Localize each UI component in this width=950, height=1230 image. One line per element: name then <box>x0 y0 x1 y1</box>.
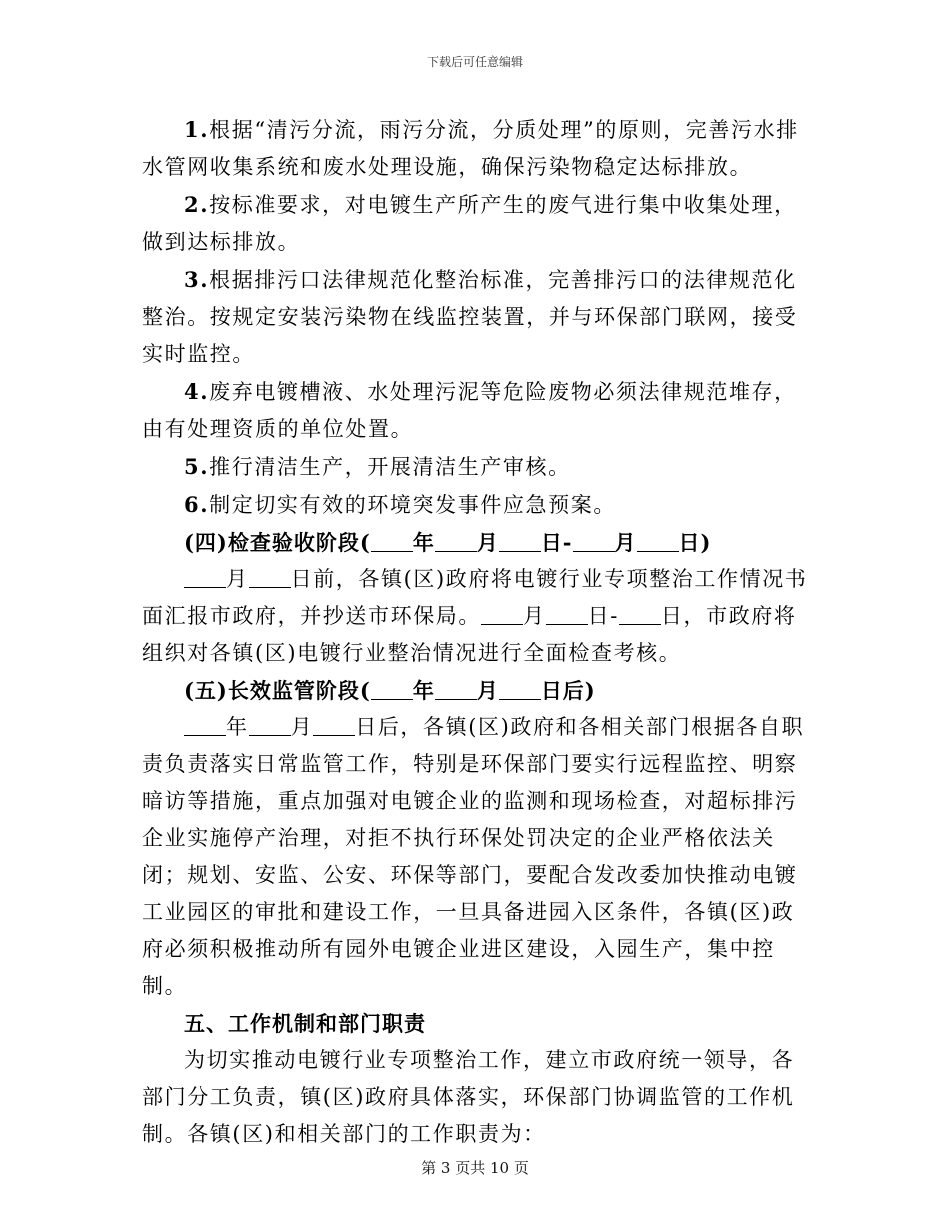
blank-field <box>435 531 477 552</box>
section-4-paragraph <box>142 561 808 672</box>
paragraph-text: 日，市政府将组织对各镇(区)电镀行业整治情况进行全面检查考核。 <box>142 604 797 665</box>
blank-field <box>481 604 523 625</box>
paragraph-text: 日前，各镇(区)政府将电镀行业专项整治工作情况书面汇报市政府，并抄送市环保局。 <box>142 567 808 628</box>
blank-field <box>371 531 413 552</box>
blank-field <box>371 679 413 700</box>
item-text: 按标准要求，对电镀生产所产生的废气进行集中收集处理，做到达标排放。 <box>142 193 797 254</box>
blank-field <box>435 679 477 700</box>
heading-text: 月 <box>476 530 499 555</box>
heading-text: 月 <box>476 678 499 703</box>
heading-text: 日- <box>540 530 573 555</box>
item-number: 6. <box>184 492 210 517</box>
item-number: 5. <box>184 454 210 479</box>
blank-field <box>313 715 355 736</box>
blank-field <box>619 604 661 625</box>
item-number: 1. <box>184 117 210 142</box>
blank-field <box>637 531 679 552</box>
paragraph-text: 月 <box>523 604 546 628</box>
list-item-2 <box>142 186 808 261</box>
blank-field <box>546 604 588 625</box>
section-4-heading <box>142 524 808 561</box>
page-footer: 第 3 页共 10 页 <box>421 1159 529 1177</box>
page-header: 下载后可任意编辑 <box>426 55 523 69</box>
list-item-4 <box>142 373 808 448</box>
blank-field <box>499 531 541 552</box>
list-item-3 <box>142 261 808 373</box>
item-text: 根据排污口法律规范化整治标准，完善排污口的法律规范化整治。按规定安装污染物在线监控装置，并与环保部门联网，接受实时监控。 <box>142 268 798 366</box>
chapter-5-paragraph: 为切实推动电镀行业专项整治工作，建立市政府统一领导，各部门分工负责，镇(区)政府具体落实，环保部门协调监管的工作机制。各镇(区)和相关部门的工作职责为： <box>142 1048 795 1146</box>
chapter-5-heading: 五、工作机制和部门职责 <box>184 1011 426 1036</box>
heading-text: 日) <box>678 530 712 555</box>
section-5-paragraph <box>142 709 808 1005</box>
paragraph-text: 月 <box>226 567 249 591</box>
paragraph-text: 日后，各镇(区)政府和各相关部门根据各自职责负责落实日常监管工作，特别是环保部门要实行远程监控、明察暗访等措施，重点加强对电镀企业的监测和现场检查，对超标排污企业实施停产治理，对拒不执行环保处罚决定的企业严格依法关闭；规划、安监、公安、环保等部门，要配合发改委加快推动电镀工业园区的审批和建设工作，一旦具备进园入区条件，各镇(区)政府必须积极推动所有园外电镀企业进区建设，入园生产，集中控制。 <box>142 715 805 998</box>
blank-field <box>499 679 541 700</box>
blank-field <box>249 715 291 736</box>
paragraph-text: 年 <box>226 715 249 739</box>
paragraph-text: 月 <box>290 715 314 739</box>
list-item-1 <box>142 111 808 186</box>
item-number: 2. <box>184 192 210 217</box>
blank-field <box>249 567 291 588</box>
heading-text: (五)长效监管阶段( <box>184 678 371 703</box>
item-text: 废弃电镀槽液、水处理污泥等危险废物必须法律规范堆存，由有处理资质的单位处置。 <box>142 380 797 441</box>
heading-text: 月 <box>614 530 637 555</box>
list-item-5 <box>142 448 808 486</box>
item-text: 推行清洁生产，开展清洁生产审核。 <box>209 455 571 479</box>
heading-text: 年 <box>412 678 435 703</box>
paragraph-text: 日- <box>587 604 619 628</box>
heading-text: 年 <box>412 530 435 555</box>
list-item-6 <box>142 486 808 524</box>
blank-field <box>184 567 226 588</box>
item-number: 3. <box>184 267 210 292</box>
document-body <box>142 111 808 1153</box>
heading-text: (四)检查验收阶段( <box>184 530 371 555</box>
blank-field <box>573 531 615 552</box>
item-text: 根据“清污分流，雨污分流，分质处理”的原则，完善污水排水管网收集系统和废水处理设施，确保污染物稳定达标排放。 <box>142 118 799 179</box>
item-text: 制定切实有效的环境突发事件应急预案。 <box>209 493 616 517</box>
heading-text: 日后) <box>540 678 596 703</box>
item-number: 4. <box>184 379 210 404</box>
section-5-heading <box>142 672 808 709</box>
blank-field <box>184 715 226 736</box>
